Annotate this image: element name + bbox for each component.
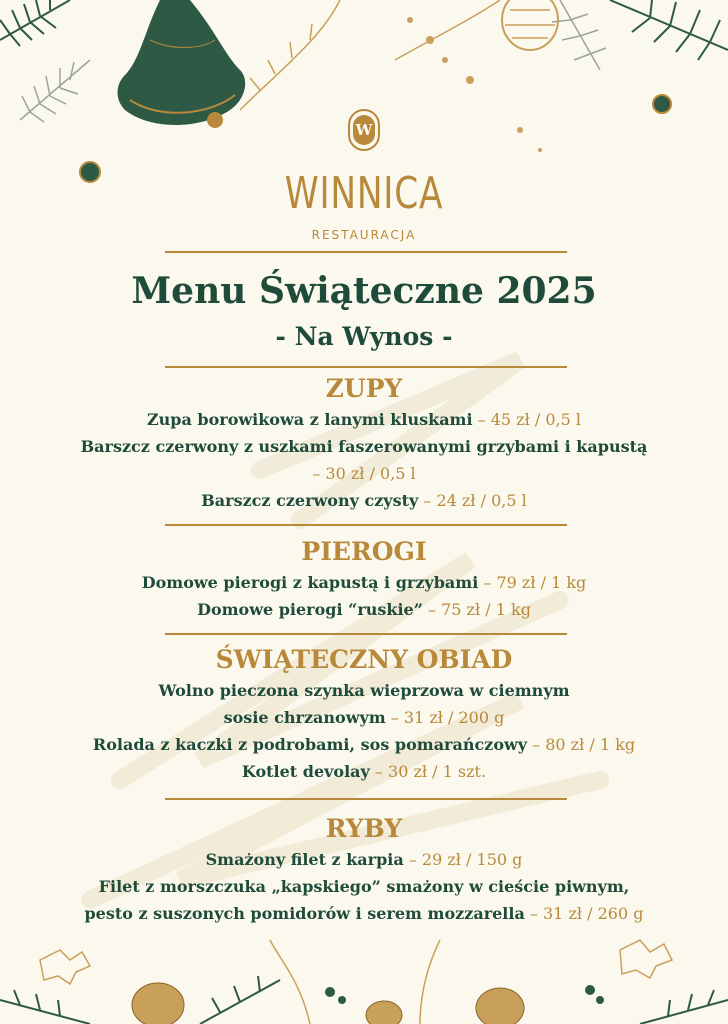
menu-item: [0, 569, 728, 596]
section-zupy: [0, 372, 728, 514]
divider-before-obiad: [165, 633, 567, 635]
divider-before-ryby: [165, 798, 567, 800]
item-price: – 79 zł / 1 kg: [478, 573, 587, 592]
item-name: pesto z suszonych pomidorów i serem mozzarella: [84, 904, 525, 923]
menu-item-continuation: [0, 460, 728, 487]
menu-item: [0, 406, 728, 433]
menu-item: [0, 596, 728, 623]
section-heading: ŚWIĄTECZNY OBIAD: [215, 645, 513, 674]
section-heading: PIEROGI: [301, 537, 427, 566]
item-price: – 75 zł / 1 kg: [422, 600, 531, 619]
menu-item: [0, 433, 728, 460]
menu-item: [0, 873, 728, 900]
item-name: Zupa borowikowa z lanymi kluskami: [146, 410, 473, 429]
item-price: – 30 zł / 0,5 l: [312, 464, 416, 483]
brand-name: WINNICA: [284, 168, 444, 219]
brand-subtitle: RESTAURACJA: [311, 228, 417, 242]
item-name: Wolno pieczona szynka wieprzowa w ciemnym: [158, 681, 570, 700]
item-price: – 31 zł / 260 g: [524, 904, 644, 923]
menu-title: Menu Świąteczne 2025: [131, 270, 597, 312]
divider-before-pierogi: [165, 524, 567, 526]
menu-item: [0, 846, 728, 873]
section-pierogi: [0, 535, 728, 623]
section-ryby: [0, 812, 728, 927]
menu-item-continuation: [0, 704, 728, 731]
section-obiad: [0, 643, 728, 785]
item-price: – 45 zł / 0,5 l: [472, 410, 582, 429]
item-price: – 31 zł / 200 g: [385, 708, 505, 727]
item-name: Smażony filet z karpia: [205, 850, 404, 869]
divider-top: [165, 251, 567, 253]
menu-subtitle: - Na Wynos -: [275, 322, 453, 351]
menu-item-continuation: [0, 900, 728, 927]
logo-letter: W: [353, 115, 375, 145]
item-price: – 24 zł / 0,5 l: [418, 491, 527, 510]
item-name: sosie chrzanowym: [223, 708, 386, 727]
item-name: Domowe pierogi z kapustą i grzybami: [141, 573, 479, 592]
menu-item: [0, 677, 728, 704]
menu-item: [0, 487, 728, 514]
divider-before-zupy: [165, 366, 567, 368]
item-price: – 30 zł / 1 szt.: [369, 762, 487, 781]
item-name: Filet z morszczuka „kapskiego” smażony w cieście piwnym,: [98, 877, 630, 896]
item-name: Kotlet devolay: [241, 762, 370, 781]
item-name: Rolada z kaczki z podrobami, sos pomarańczowy: [92, 735, 528, 754]
section-heading: ZUPY: [325, 374, 403, 403]
item-price: – 80 zł / 1 kg: [527, 735, 636, 754]
item-name: Barszcz czerwony czysty: [201, 491, 419, 510]
section-heading: RYBY: [325, 814, 403, 843]
item-name: Domowe pierogi “ruskie”: [197, 600, 423, 619]
logo-badge: [348, 109, 380, 151]
item-name: Barszcz czerwony z uszkami faszerowanymi grzybami i kapustą: [80, 437, 648, 456]
menu-item: [0, 758, 728, 785]
item-price: – 29 zł / 150 g: [403, 850, 523, 869]
menu-item: [0, 731, 728, 758]
